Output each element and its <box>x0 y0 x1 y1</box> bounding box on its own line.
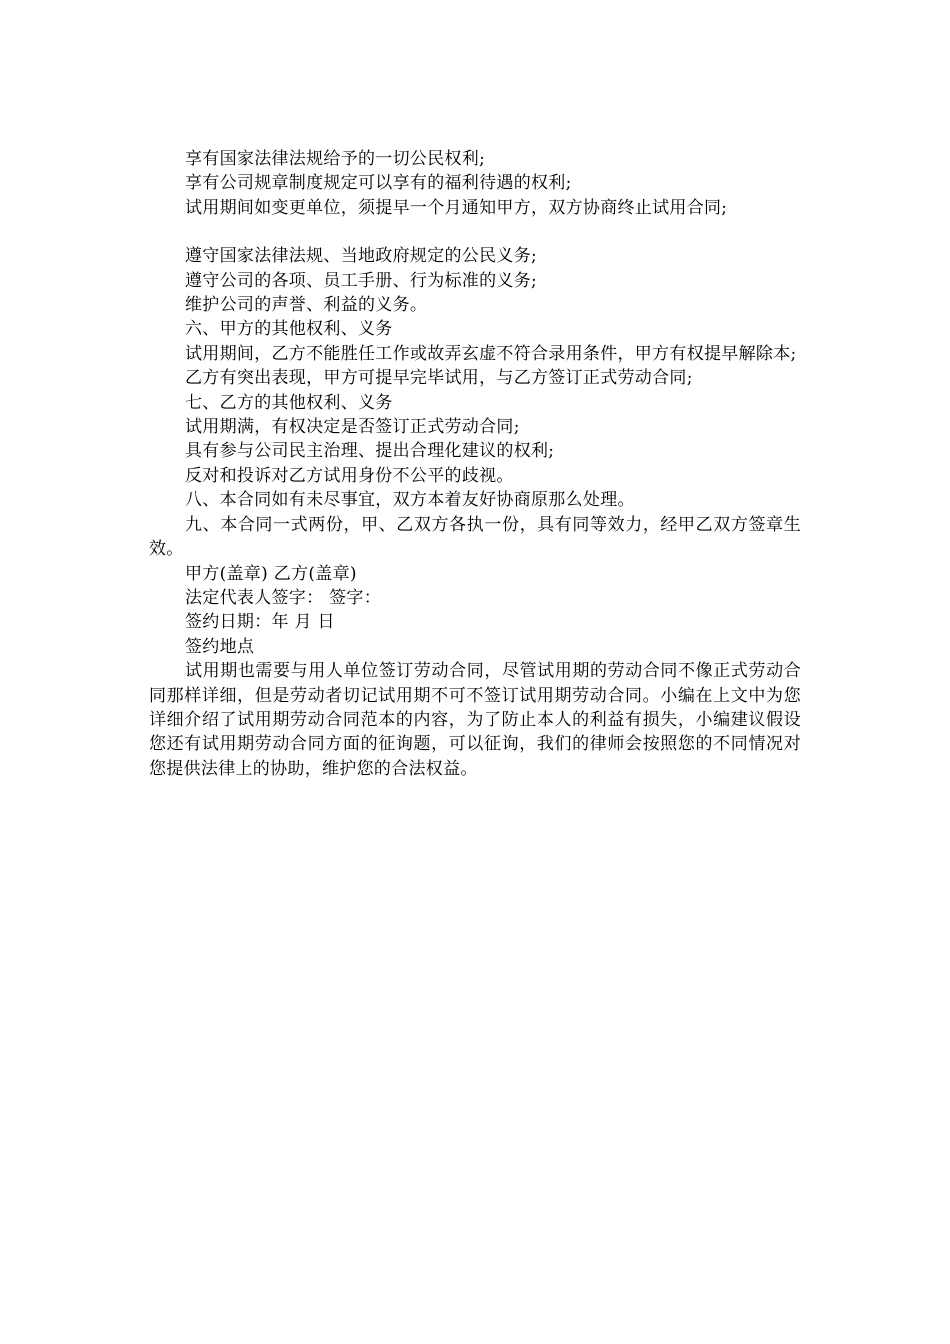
closing-paragraph: 试用期也需要与用人单位签订劳动合同，尽管试用期的劳动合同不像正式劳动合同那样详细，但是劳动者切记试用期不可不签订试用期劳动合同。小编在上文中为您详细介绍了试用期劳动合同范本的内容，为了防止本人的利益有损失，小编建议假设您还有试用期劳动合同方面的征询题，可以征询，我们的律师会按照您的不同情况对您提供法律上的协助，维护您的合法权益。 <box>149 661 801 779</box>
blank-line <box>149 220 801 244</box>
paragraph-right-1: 享有国家法律法规给予的一切公民权利; <box>185 149 486 169</box>
paragraph-right-2: 享有公司规章制度规定可以享有的福利待遇的权利; <box>185 173 572 194</box>
paragraph-right-3: 试用期间如变更单位，须提早一个月通知甲方，双方协商终止试用合同; <box>185 197 728 218</box>
paragraph-duty-1: 遵守国家法律法规、当地政府规定的公民义务; <box>185 246 538 267</box>
document-page <box>149 147 801 781</box>
section-heading-7: 七、乙方的其他权利、义务 <box>185 392 393 413</box>
section-heading-8: 八、本合同如有未尽事宜，双方本着友好协商原那么处理。 <box>185 490 635 511</box>
section-heading-6: 六、甲方的其他权利、义务 <box>185 319 393 340</box>
signature-date-line: 签约日期：年 月 日 <box>185 612 335 633</box>
section-heading-9: 九、本合同一式两份，甲、乙双方各执一份，具有同等效力，经甲乙双方签章生效。 <box>149 514 801 560</box>
paragraph-party-a-2: 乙方有突出表现，甲方可提早完毕试用，与乙方签订正式劳动合同; <box>185 368 693 389</box>
paragraph-party-a-1: 试用期间，乙方不能胜任工作或故弄玄虚不符合录用条件，甲方有权提早解除本; <box>185 343 797 364</box>
paragraph-duty-3: 维护公司的声誉、利益的义务。 <box>185 295 428 316</box>
paragraph-party-b-3: 反对和投诉对乙方试用身份不公平的歧视。 <box>185 465 514 486</box>
paragraph-party-b-2: 具有参与公司民主治理、提出合理化建议的权利; <box>185 441 555 462</box>
paragraph-party-b-1: 试用期满，有权决定是否签订正式劳动合同; <box>185 417 520 438</box>
signature-place-line: 签约地点 <box>185 636 255 657</box>
signature-seal-line: 甲方(盖章) 乙方(盖章) <box>185 563 357 584</box>
signature-representative-line: 法定代表人签字： 签字： <box>185 587 382 608</box>
paragraph-duty-2: 遵守公司的各项、员工手册、行为标准的义务; <box>185 270 538 291</box>
